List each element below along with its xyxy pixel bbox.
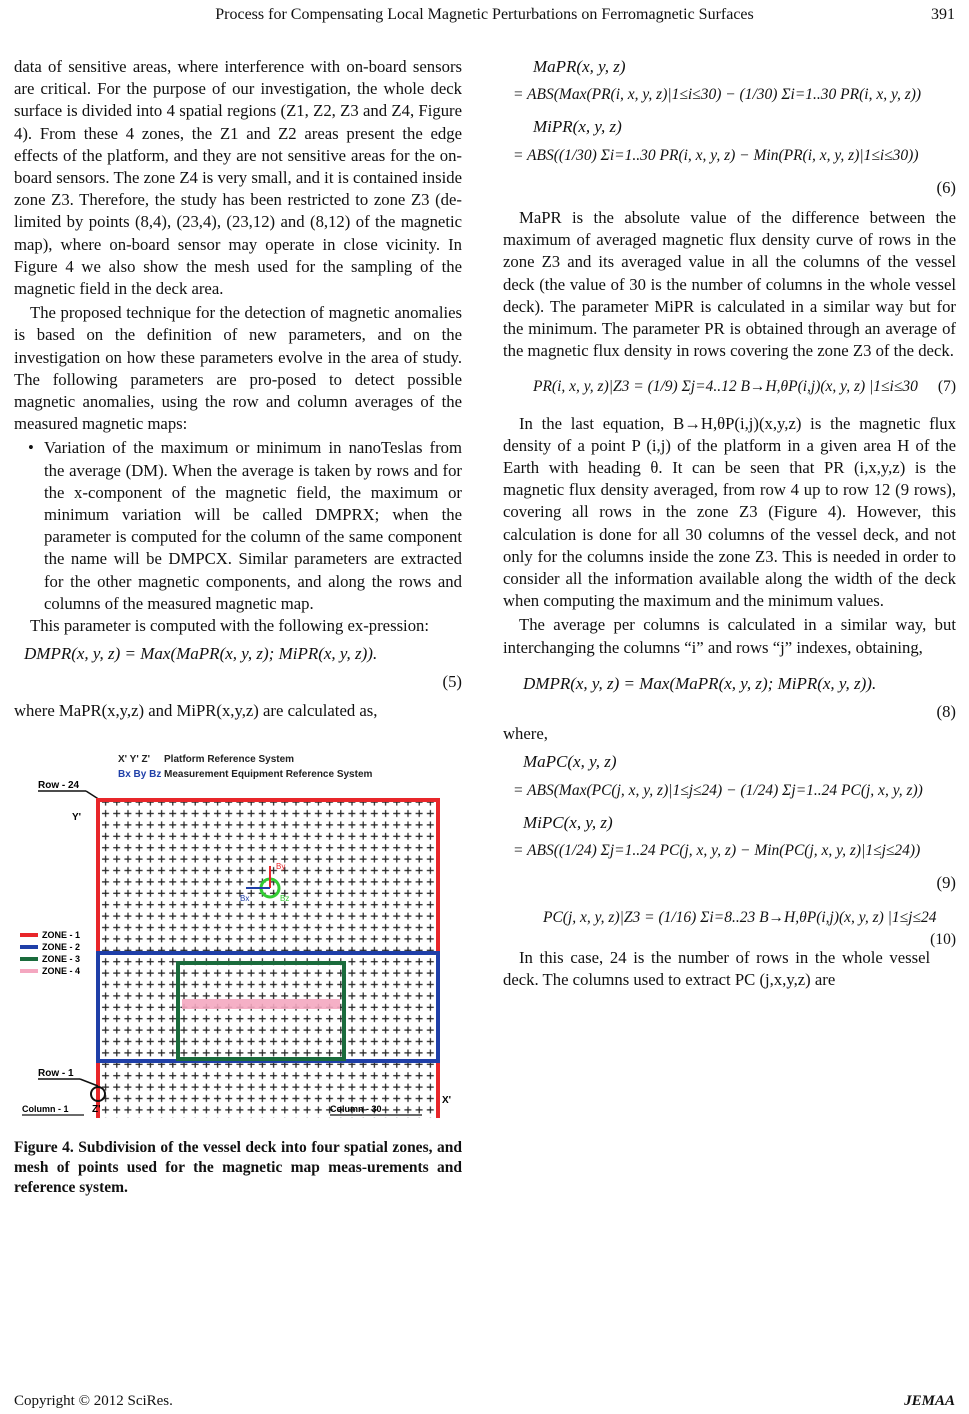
bullet-item bbox=[28, 437, 462, 615]
equation-number: (6) bbox=[936, 177, 956, 197]
figure-caption: Figure 4. Subdivision of the vessel deck into four spatial zones, and mesh of points used for the magnetic map meas-urements and reference system. bbox=[14, 1139, 462, 1197]
right-column bbox=[503, 56, 956, 993]
zone-4-boundary bbox=[182, 999, 340, 1009]
paragraph: In the last equation, B→H,θP(i,j)(x,y,z) is the magnetic flux density of a point P (i,j) of the platform in a given area H of the Earth with heading θ. It can be seen that PR (i,x,y,z) is the magnetic flux density averaged, from row 4 up to row 12 (9 rows), covering all rows in the zone Z3 (Figure 4). However, this calculation is done for all 30 columns of the vessel deck, and not only for the columns inside the zone Z3. This is needed in order to consider all the information available along the width of the deck when computing the maximum and the minimum values. bbox=[503, 413, 956, 611]
equation-number: (8) bbox=[936, 702, 956, 722]
bz-label: Bz bbox=[280, 893, 290, 903]
running-header bbox=[0, 6, 969, 30]
bullet-text: Variation of the maximum or minimum in nanoTeslas from the average (DM). When the average is taken by rows and for the x-component of the magnetic field, the maximum or minimum variation will be called DMPRX; when the parameter is computed for the column of the same component the name will be DMPCX. Similar parameters are extracted for the other magnetic components, and along the rows and columns of the measured magnetic map. bbox=[44, 438, 462, 613]
z-prime-label: Z' bbox=[92, 1103, 101, 1115]
paragraph: The average per columns is calculated in a similar way, but interchanging the columns “i” and rows “j” indexes, obtaining, bbox=[503, 615, 956, 657]
equation-number: (5) bbox=[442, 672, 462, 692]
zone-4-label: ZONE - 4 bbox=[42, 965, 81, 976]
page-number: 391 bbox=[931, 6, 955, 23]
equation-number: (9) bbox=[936, 873, 956, 893]
y-prime-label: Y' bbox=[72, 811, 82, 823]
x-prime-label: X' bbox=[442, 1094, 452, 1106]
bullet-icon: • bbox=[28, 438, 34, 458]
legend-platform-axes: X' Y' Z' bbox=[118, 753, 150, 765]
zone-1-label: ZONE - 1 bbox=[42, 929, 81, 940]
equation-8: DMPR(x, y, z) = Max(MaPR(x, y, z); MiPR(x, y, z)). bbox=[523, 673, 877, 693]
equation-10: PC(j, x, y, z)|Z3 = (1/16) Σi=8..23 B→H,θP(i,j)(x, y, z) |1≤j≤24 (10) bbox=[543, 908, 956, 948]
deck-mesh bbox=[98, 800, 438, 1118]
zone-2-label: ZONE - 2 bbox=[42, 941, 81, 952]
paragraph: where, bbox=[503, 724, 548, 744]
column-1-label: Column - 1 bbox=[22, 1103, 69, 1114]
legend-equipment-axes: Bx By Bz bbox=[118, 768, 162, 780]
copyright: Copyright © 2012 SciRes. bbox=[14, 1393, 173, 1409]
row-24-label: Row - 24 bbox=[38, 779, 80, 791]
paragraph: This parameter is computed with the following ex-pression: bbox=[30, 616, 430, 636]
legend-equipment-label: Measurement Equipment Reference System bbox=[164, 768, 373, 780]
left-column bbox=[14, 56, 462, 1198]
equation-6: MaPR(x, y, z) = ABS(Max(PR(i, x, y, z)|1≤i≤30) − (1/30) Σi=1..30 PR(i, x, y, z)) MiPR(x, y, z) = ABS((1/30) Σi=1..30 PR(i, x, y, z) − Min(PR(i, x, y, z)|1≤i≤30)) bbox=[513, 57, 922, 164]
paragraph: MaPR is the absolute value of the difference between the maximum of averaged magnetic flux density curve of rows in the zone Z3 and its averaged value in all the columns of the vessel deck (the value of 30 is the number of columns in the whole vessel deck). The parameter MiPR is calculated in a similar way but for the minimum. The parameter PR is obtained through an average of the magnetic flux density in rows covering the zone Z3 of the deck. bbox=[503, 208, 956, 361]
equation-5: DMPR(x, y, z) = Max(MaPR(x, y, z); MiPR(x, y, z)). bbox=[24, 644, 378, 664]
by-label: By bbox=[276, 861, 286, 871]
paragraph: data of sensitive areas, where interference with on-board sensors are critical. For the purpose of our investigation, the whole deck surface is divided into 4 spatial regions (Z1, Z2, Z3 and Z4, Figure 4). From these 4 zones, the Z1 and Z2 areas present the edge effects of the platform, and they are not sensitive areas for the on-board sensors. The zone Z4 is very small, and it is contained inside zone Z3. Therefore, the study has been restricted to zone Z3 (de-limited by points (8,4), (23,4), (23,12) and (8,12) of the magnetic map), where on-board sensor may operate in close vicinity. In Figure 4 we also show the mesh used for the sampling of the magnetic field in the deck area. bbox=[14, 57, 462, 299]
column-30-label: Column - 30 bbox=[330, 1103, 382, 1114]
bx-label: Bx bbox=[240, 893, 250, 903]
legend-platform-label: Platform Reference System bbox=[164, 753, 295, 765]
zone-3-label: ZONE - 3 bbox=[42, 953, 81, 964]
figure-4 bbox=[14, 748, 462, 1198]
running-title: Process for Compensating Local Magnetic Perturbations on Ferromagnetic Surfaces bbox=[215, 6, 754, 23]
equation-7: PR(i, x, y, z)|Z3 = (1/9) Σj=4..12 B→H,θP(i,j)(x, y, z) |1≤i≤30 (7) bbox=[533, 378, 956, 396]
journal-name: JEMAA bbox=[904, 1393, 955, 1409]
paragraph: In this case, 24 is the number of rows in the whole vessel deck. The columns used to extract PC (j,x,y,z) are bbox=[503, 947, 931, 989]
equation-9: MaPC(x, y, z) = ABS(Max(PC(j, x, y, z)|1≤j≤24) − (1/24) Σj=1..24 PC(j, x, y, z)) MiPC(x, y, z) = ABS((1/24) Σj=1..24 PC(j, x, y, z) − Min(PC(j, x, y, z)|1≤j≤24)) bbox=[513, 752, 923, 860]
paragraph: The proposed technique for the detection of magnetic anomalies is based on the definition of new parameters, and on the investigation on how these parameters evolve in the area of study. The following parameters are pro-posed to detect possible magnetic anomalies, using the row and column averages of the measured magnetic maps: bbox=[14, 303, 462, 434]
row-1-label: Row - 1 bbox=[38, 1067, 74, 1079]
paragraph: where MaPR(x,y,z) and MiPR(x,y,z) are calculated as, bbox=[14, 700, 378, 720]
deck-map-figure bbox=[14, 748, 454, 1118]
